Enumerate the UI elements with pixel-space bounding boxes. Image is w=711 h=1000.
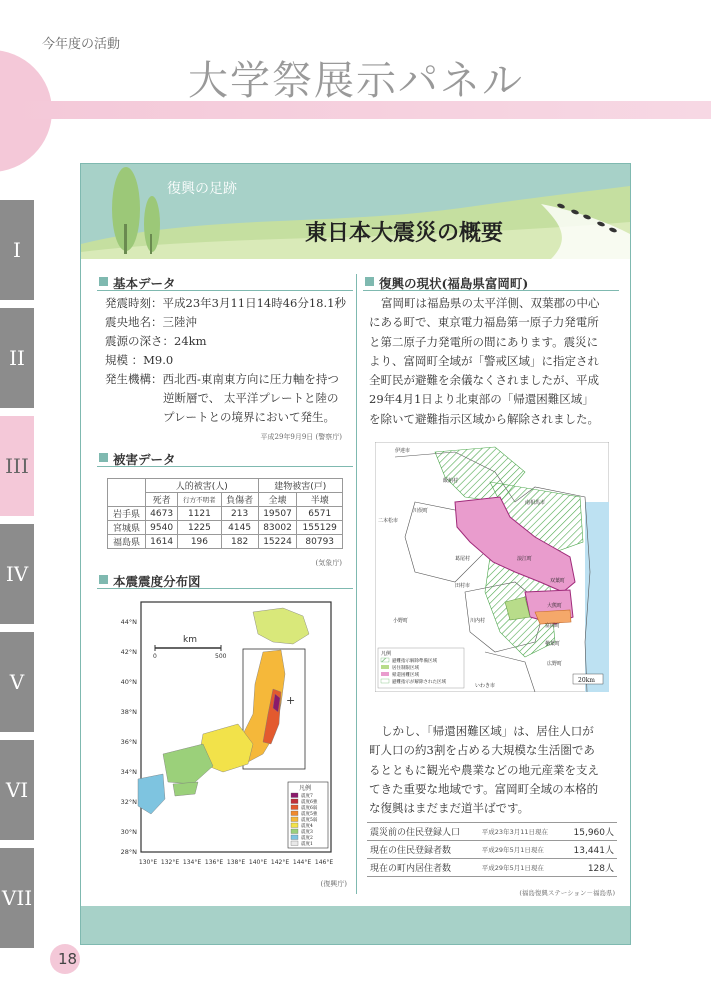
page-title: 大学祭展示パネル bbox=[188, 58, 524, 104]
fukushima-evacuation-map bbox=[375, 442, 609, 692]
legend-title: 凡例 bbox=[299, 785, 312, 792]
lon-label: 132°E bbox=[160, 859, 180, 866]
lon-label: 140°E bbox=[248, 859, 268, 866]
intensity-legend bbox=[288, 782, 328, 848]
lat-label: 28°N bbox=[120, 848, 137, 856]
lat-label: 40°N bbox=[120, 678, 137, 686]
town-label: 浪江町 bbox=[517, 556, 533, 562]
text-line: と第二原子力発電所の間にあります。震災に bbox=[369, 334, 599, 349]
text-line: 富岡町は福島県の太平洋側、双葉郡の中心 bbox=[381, 296, 600, 310]
damage-cell: 1225 bbox=[178, 521, 221, 535]
legend-item: 震度4 bbox=[301, 824, 313, 829]
basic-data-source: 平成29年9月9日 (警察庁) bbox=[260, 433, 342, 441]
text-line: るとともに観光や農業などの地元産業を支え bbox=[369, 762, 599, 777]
legend-swatch bbox=[291, 817, 298, 822]
legend-item: 震度5弱 bbox=[301, 818, 318, 823]
basic-data-row: 発震時刻：平成23年3月11日14時46分18.1秒 bbox=[105, 296, 346, 310]
lon-label: 134°E bbox=[182, 859, 202, 866]
lon-label: 142°E bbox=[270, 859, 290, 866]
table-row bbox=[367, 823, 617, 841]
scale-tick: 0 bbox=[153, 653, 157, 660]
damage-cell: 9540 bbox=[146, 521, 178, 535]
reconstruction-paragraph-2 bbox=[369, 722, 619, 818]
basic-data-row: プレートとの境界において発生。 bbox=[163, 410, 336, 424]
epicenter-marker: + bbox=[286, 694, 296, 707]
side-tab-7[interactable]: VII bbox=[0, 848, 34, 948]
population-value: 128人 bbox=[563, 859, 617, 877]
damage-cell: 182 bbox=[221, 535, 258, 549]
population-label: 震災前の住民登録人口 bbox=[367, 823, 479, 841]
population-value: 15,960人 bbox=[563, 823, 617, 841]
town-label: いわき市 bbox=[475, 683, 496, 689]
table-row bbox=[108, 535, 343, 549]
lat-label: 30°N bbox=[120, 828, 137, 836]
town-label: 二本松市 bbox=[378, 518, 399, 524]
table-row bbox=[108, 507, 343, 521]
seismic-intensity-map bbox=[103, 594, 349, 894]
legend-item: 震度3 bbox=[301, 830, 313, 835]
town-label: 広野町 bbox=[547, 661, 563, 667]
legend-swatch bbox=[291, 805, 298, 810]
lat-label: 38°N bbox=[120, 708, 137, 716]
population-date: 平成29年5月1日現在 bbox=[479, 859, 563, 877]
legend-swatch bbox=[291, 829, 298, 834]
side-tab-6[interactable]: VI bbox=[0, 740, 34, 840]
text-line: 29年4月1日より北東部の「帰還困難区域」 bbox=[369, 392, 594, 407]
damage-col-header: 行方不明者 bbox=[178, 493, 221, 507]
lon-label: 130°E bbox=[138, 859, 158, 866]
reconstruction-source: (福島復興ステーション－福島県) bbox=[519, 889, 615, 897]
lon-label: 144°E bbox=[292, 859, 312, 866]
pref-name: 福島県 bbox=[108, 535, 146, 549]
lat-label: 36°N bbox=[120, 738, 137, 746]
table-row bbox=[367, 859, 617, 877]
preparation-zone bbox=[535, 610, 571, 624]
population-table bbox=[367, 822, 617, 877]
legend-swatch bbox=[291, 841, 298, 846]
damage-group-header: 建物被害(戸) bbox=[258, 479, 342, 493]
basic-data-row: 発生機構：西北西-東南東方向に圧力軸を持つ bbox=[105, 372, 339, 386]
legend-item: 震度6弱 bbox=[301, 806, 318, 811]
town-label: 川内村 bbox=[470, 618, 486, 624]
side-tab-5[interactable]: V bbox=[0, 632, 34, 732]
text-line: を除いて避難指示区域から解除されました。 bbox=[369, 411, 599, 426]
damage-cell: 80793 bbox=[297, 535, 343, 549]
damage-cell: 1121 bbox=[178, 507, 221, 521]
damage-data-heading: 被害データ bbox=[97, 450, 353, 467]
damage-col-header: 死者 bbox=[146, 493, 178, 507]
basic-data-row: 逆断層で、 太平洋プレートと陸の bbox=[163, 391, 339, 405]
legend-item: 震度2 bbox=[301, 836, 313, 841]
damage-group-header: 人的被害(人) bbox=[146, 479, 259, 493]
section-label: 今年度の活動 bbox=[42, 37, 121, 52]
population-value: 13,441人 bbox=[563, 841, 617, 859]
lat-label: 42°N bbox=[120, 648, 137, 656]
town-label: 川俣町 bbox=[413, 508, 429, 514]
lon-label: 146°E bbox=[314, 859, 334, 866]
population-label: 現在の住民登録者数 bbox=[367, 841, 479, 859]
pacific-ocean bbox=[585, 502, 609, 692]
population-date: 平成23年3月11日現在 bbox=[479, 823, 563, 841]
lon-label: 136°E bbox=[204, 859, 224, 866]
population-date: 平成29年5月1日現在 bbox=[479, 841, 563, 859]
damage-col-header: 負傷者 bbox=[221, 493, 258, 507]
damage-cell: 4145 bbox=[221, 521, 258, 535]
legend-item: 避難指示解除準備区域 bbox=[392, 659, 437, 664]
text-line: 全町民が避難を余儀なくされましたが、平成 bbox=[369, 373, 599, 388]
damage-col-header: 全壊 bbox=[258, 493, 297, 507]
table-row bbox=[367, 841, 617, 859]
legend-title: 凡例 bbox=[381, 651, 392, 657]
side-tab-2[interactable]: II bbox=[0, 308, 34, 408]
side-tab-3[interactable]: III bbox=[0, 416, 34, 516]
basic-data-row: 震央地名：三陸沖 bbox=[105, 315, 197, 329]
banner bbox=[81, 164, 630, 259]
legend-item: 震度7 bbox=[301, 794, 313, 799]
evacuation-legend bbox=[378, 648, 464, 688]
population-label: 現在の町内居住者数 bbox=[367, 859, 479, 877]
text-line: な復興はまだまだ道半ばです。 bbox=[369, 801, 530, 816]
legend-item: 震度5強 bbox=[301, 812, 318, 817]
damage-cell: 155129 bbox=[297, 521, 343, 535]
legend-swatch bbox=[291, 835, 298, 840]
side-tab-1[interactable]: I bbox=[0, 200, 34, 300]
damage-cell: 213 bbox=[221, 507, 258, 521]
damage-cell: 15224 bbox=[258, 535, 297, 549]
town-label: 葛尾村 bbox=[455, 556, 471, 562]
town-label: 小野町 bbox=[393, 618, 409, 624]
damage-cell: 1614 bbox=[146, 535, 178, 549]
town-label: 大熊町 bbox=[547, 603, 563, 609]
damage-cell: 6571 bbox=[297, 507, 343, 521]
shikoku bbox=[173, 782, 198, 796]
panel-footer-bar bbox=[81, 906, 630, 944]
text-line: にある町で、東京電力福島第一原子力発電所 bbox=[369, 315, 599, 330]
reconstruction-heading: 復興の現状(福島県富岡町) bbox=[363, 274, 619, 291]
town-label: 飯舘村 bbox=[443, 478, 459, 484]
page-number: 18 bbox=[58, 950, 78, 968]
lat-label: 34°N bbox=[120, 768, 137, 776]
seismic-map-heading: 本震震度分布図 bbox=[97, 572, 353, 589]
seismic-map-source: (復興庁) bbox=[320, 880, 347, 888]
banner-title: 東日本大震災の概要 bbox=[305, 220, 504, 246]
town-label: 双葉町 bbox=[550, 578, 566, 584]
text-line: より、富岡町全域が「警戒区域」に指定され bbox=[369, 353, 599, 368]
town-label: 富岡町 bbox=[545, 623, 561, 629]
damage-cell: 196 bbox=[178, 535, 221, 549]
lat-label: 44°N bbox=[120, 618, 137, 626]
damage-data-source: (気象庁) bbox=[315, 559, 342, 567]
legend-swatch bbox=[291, 811, 298, 816]
legend-item: 居住制限区域 bbox=[392, 666, 419, 671]
reconstruction-paragraph-1 bbox=[369, 294, 619, 429]
basic-data-row: 震源の深さ：24km bbox=[105, 334, 207, 348]
lat-label: 32°N bbox=[120, 798, 137, 806]
map-scale: 20km bbox=[578, 677, 595, 684]
basic-data-heading: 基本データ bbox=[97, 274, 353, 291]
pref-name: 岩手県 bbox=[108, 507, 146, 521]
damage-cell: 19507 bbox=[258, 507, 297, 521]
legend-swatch bbox=[291, 799, 298, 804]
text-line: しかし、「帰還困難区域」は、居住人口が bbox=[381, 724, 594, 738]
damage-col-header: 半壊 bbox=[297, 493, 343, 507]
town-label: 田村市 bbox=[455, 583, 471, 589]
text-line: 町人口の約3割を占める大規模な生活圏であ bbox=[369, 743, 595, 758]
damage-cell: 4673 bbox=[146, 507, 178, 521]
town-label: 伊達市 bbox=[395, 448, 411, 454]
lon-label: 138°E bbox=[226, 859, 246, 866]
legend-item: 帰還困難区域 bbox=[392, 673, 419, 678]
side-tab-4[interactable]: IV bbox=[0, 524, 34, 624]
scale-tick: 500 bbox=[215, 653, 227, 660]
main-panel bbox=[80, 163, 631, 945]
legend-swatch bbox=[291, 823, 298, 828]
text-line: てきた重要な地域です。富岡町全域の本格的 bbox=[369, 781, 599, 796]
basic-data-row: 規模 ：M9.0 bbox=[105, 353, 174, 367]
pref-name: 宮城県 bbox=[108, 521, 146, 535]
damage-table bbox=[107, 478, 343, 549]
legend-swatch bbox=[291, 793, 298, 798]
table-row bbox=[108, 521, 343, 535]
legend-item: 震度6強 bbox=[301, 800, 318, 805]
banner-subtitle: 復興の足跡 bbox=[167, 181, 237, 197]
town-label: 南相馬市 bbox=[525, 500, 546, 506]
damage-cell: 83002 bbox=[258, 521, 297, 535]
legend-item: 震度1 bbox=[301, 842, 313, 847]
column-divider bbox=[356, 274, 357, 894]
town-label: 楢葉町 bbox=[545, 641, 561, 647]
legend-item: 避難指示が解除された区域 bbox=[392, 680, 446, 685]
scale-unit: km bbox=[183, 635, 197, 645]
